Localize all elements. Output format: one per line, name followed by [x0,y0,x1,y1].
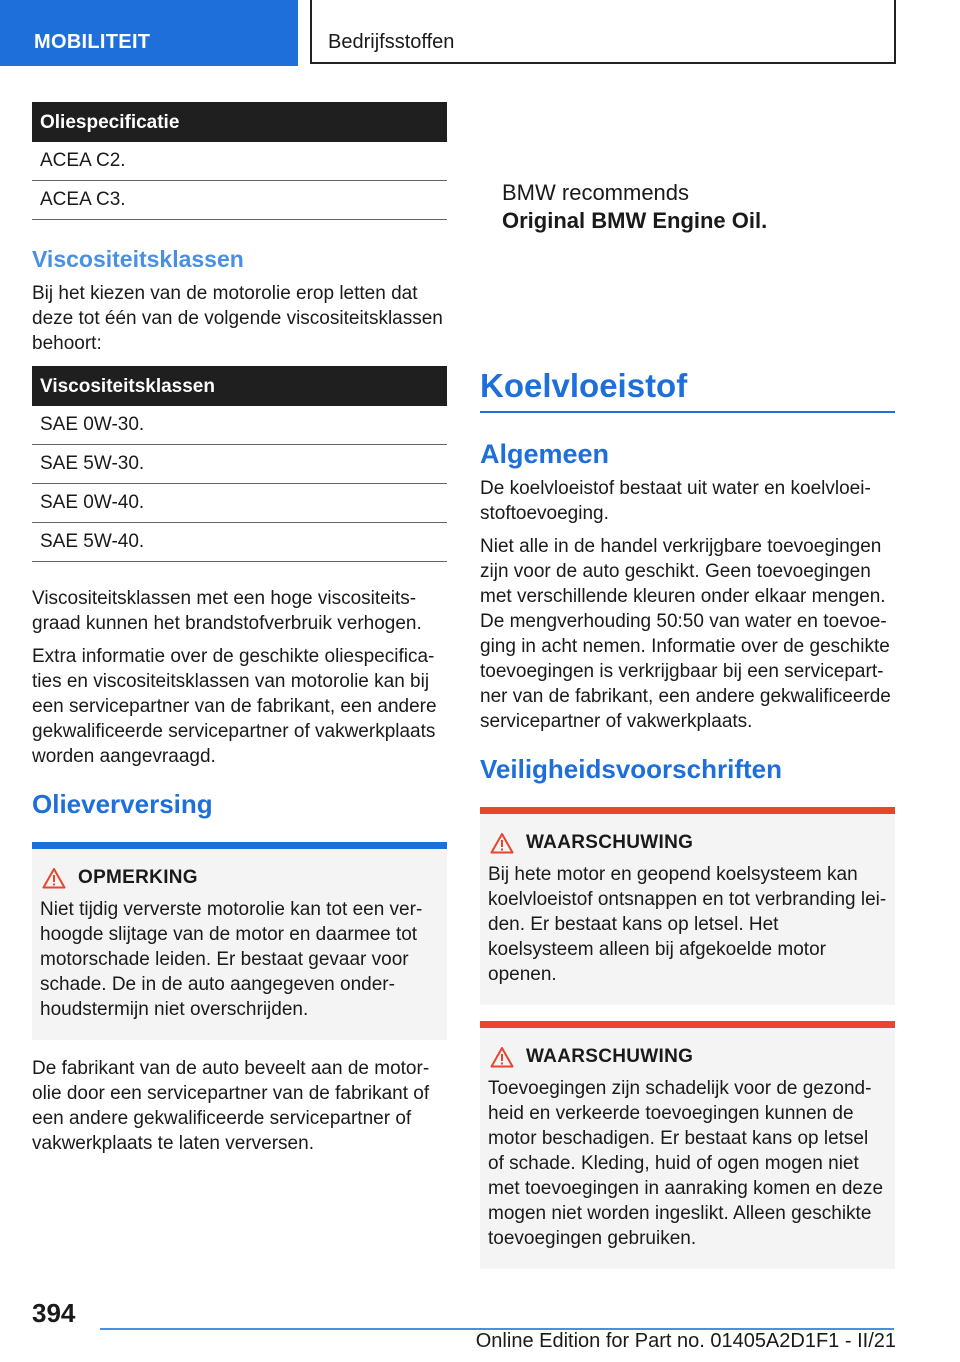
warning-triangle-icon [490,1046,514,1068]
section-tab: MOBILITEIT [0,0,298,66]
general-heading: Algemeen [480,439,610,469]
coolant-heading: Koelvloeistof [480,367,895,413]
table-row: ACEA C3. [32,181,447,220]
general-paragraph-1: De koelvloeistof bestaat uit water en koelvloeistoftoevoeging. [480,478,871,524]
viscosity-intro: Bij het kiezen van de motorolie erop letten dat deze tot één van de volgende viscositeitsklassen behoort: [32,283,443,354]
promo-line-1: BMW recommends [502,180,690,205]
table-row: SAE 5W-40. [32,523,447,562]
warning-triangle-icon [42,867,66,889]
warning-box-1 [480,807,895,1005]
warning-triangle-icon [490,832,514,854]
page-header [0,0,960,66]
oil-change-paragraph: De fabrikant van de auto beveelt aan de motorolie door een servicepartner van de fabrikant of een andere gekwalificeerde servicepartner of vakwerkplaats te laten verversen. [32,1058,430,1154]
oil-change-heading: Olieverversing [32,789,213,819]
edition-text: Online Edition for Part no. 01405A2D1F1 - II/21 [475,1330,896,1352]
oil-info-paragraph: Extra informatie over de geschikte oliespecificaties en viscositeitsklassen van motorolie kan bij een servicepartner van de fabrikant, een andere gekwalificeerde servicepartner of vakwerkplaats worden aangevraagd. [32,646,437,767]
bmw-oil-promo [480,102,895,322]
warning-box-2 [480,1021,895,1269]
warning-text: Bij hete motor en geopend koelsysteem kan koelvloeistof ontsnappen en tot verbranding leiden. Er bestaat kans op letsel. Het koelsysteem alleen bij afgekoelde motor openen. [488,864,887,985]
warning-text: Toevoegingen zijn schadelijk voor de gezondheid en verkeerde toevoegingen kunnen de motor beschadigen. Er bestaat kans op letsel of schade. Kleding, huid of ogen mogen niet met toevoegingen in aanraking komen en deze mogen niet worden ingeslikt. Alleen geschikte toevoegingen gebruiken. [488,1078,884,1249]
table-row: SAE 5W-30. [32,445,447,484]
right-column [480,102,895,1269]
oil-spec-table-header: Oliespecificatie [32,102,447,142]
table-row: ACEA C2. [32,142,447,181]
table-row: SAE 0W-40. [32,484,447,523]
viscosity-note: Viscositeitsklassen met een hoge viscositeitsgraad kunnen het brandstofverbruik verhogen. [32,588,422,634]
oil-spec-table [32,102,447,220]
viscosity-heading: Viscositeitsklassen [32,246,244,272]
page-number: 394 [32,1298,76,1328]
viscosity-table [32,366,447,562]
warning-title: WAARSCHUWING [526,1046,694,1067]
safety-heading: Veiligheidsvoorschriften [480,754,782,784]
table-row: SAE 0W-30. [32,406,447,445]
warning-title: WAARSCHUWING [526,832,694,853]
left-column [32,102,447,1164]
chapter-tab: Bedrijfsstoffen [310,0,896,64]
notice-title: OPMERKING [78,867,198,888]
viscosity-table-header: Viscositeitsklassen [32,366,447,406]
promo-line-2: Original BMW Engine Oil. [502,208,768,233]
general-paragraph-2: Niet alle in de handel verkrijgbare toevoegingen zijn voor de auto geschikt. Geen toevoegingen met verschillende kleuren onder elkaar mengen. De mengverhouding 50:50 van water en toevoeging in acht nemen. Informatie over de geschikte toevoegingen is verkrijgbaar bij een servicepartner van de fabrikant, een andere gekwalificeerde servicepartner of vakwerkplaats. [480,536,891,732]
notice-text: Niet tijdig ververste motorolie kan tot een verhoogde slijtage van de motor en daarmee tot motorschade leiden. Er bestaat gevaar voor schade. De in de auto aangegeven onderhoudstermijn niet overschrijden. [40,899,423,1020]
notice-box [32,842,447,1040]
